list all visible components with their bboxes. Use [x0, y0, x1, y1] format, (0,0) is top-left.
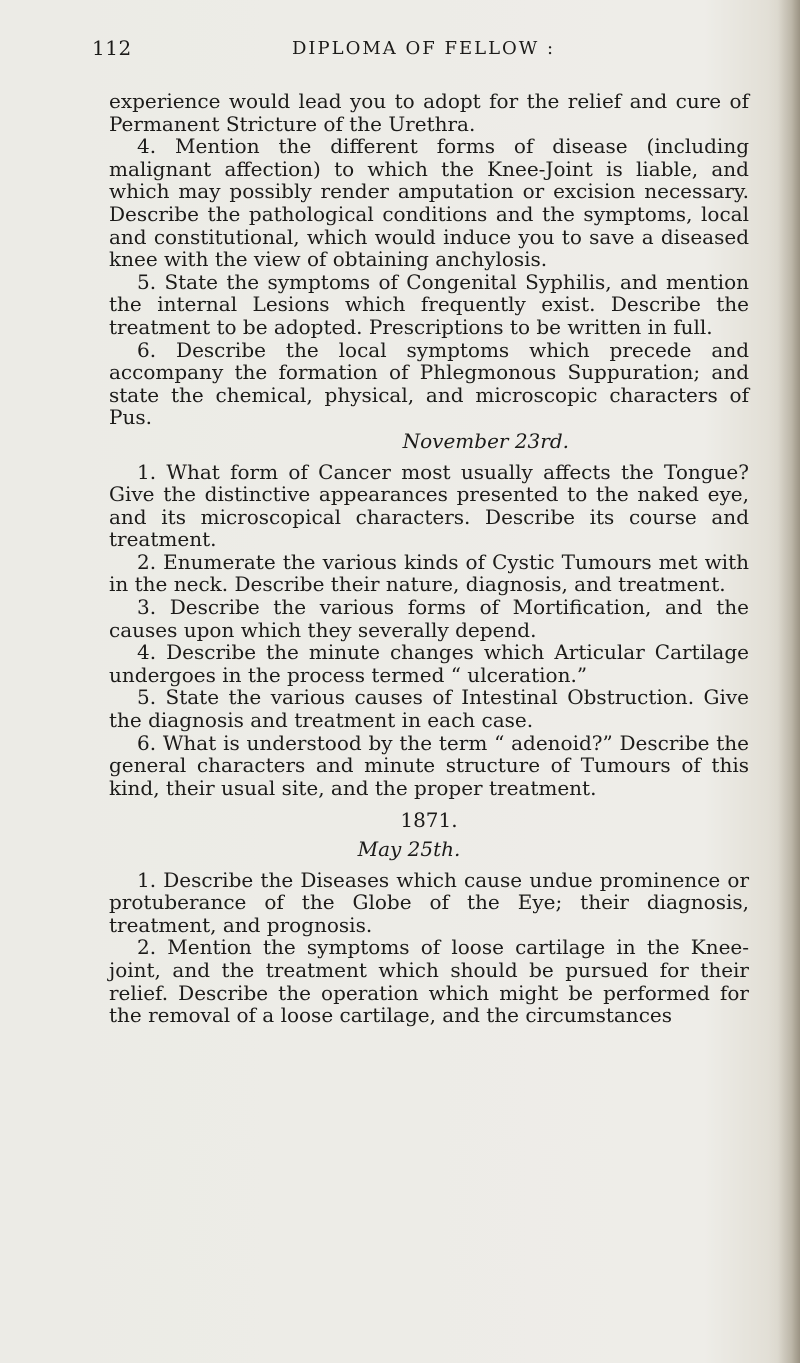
question: 1. Describe the Diseases which cause undue prominence or protuberance of the Globe of the Eye; their diagnosis, treatment, and prognosis. — [109, 867, 749, 937]
paragraph: 5. State the symptoms of Congenital Syphilis, and mention the internal Lesions which frequently exist. Describe the treatment to be adopted. Prescriptions to be written in full. — [109, 269, 749, 339]
question: 3. Describe the various forms of Mortification, and the causes upon which they severally depend. — [109, 595, 749, 642]
page-edge-shadow — [778, 0, 800, 1363]
question: 1. What form of Cancer most usually affects the Tongue? Give the distinctive appearances presented to the naked eye, and its microscopical characters. Describe its course and treatment. — [109, 459, 749, 552]
question: 2. Mention the symptoms of loose cartilage in the Knee-joint, and the treatment which should be pursued for their relief. Describe the operation which might be performed for the removal of a loose cartilage, and the circumstances — [109, 935, 749, 1028]
section-year: 1871. — [400, 808, 458, 833]
page-header — [92, 36, 742, 66]
question: 5. State the various causes of Intestinal Obstruction. Give the diagnosis and treatment in each case. — [109, 685, 749, 733]
section-date: November 23rd. — [402, 428, 569, 453]
page-number: 112 — [92, 36, 132, 60]
paragraph: experience would lead you to adopt for the relief and cure of Permanent Stricture of the Urethra. — [109, 89, 749, 136]
page-body — [109, 90, 749, 1027]
question: 6. What is understood by the term “ adenoid?” Describe the general characters and minute structure of Tumours of this kind, their usual site, and the proper treatment. — [109, 730, 749, 800]
question: 2. Enumerate the various kinds of Cystic Tumours met with in the neck. Describe their nature, diagnosis, and treatment. — [109, 549, 749, 597]
question: 4. Describe the minute changes which Articular Cartilage undergoes in the process termed “ ulceration.” — [109, 640, 749, 687]
section-date: May 25th. — [357, 837, 461, 861]
paragraph: 4. Mention the different forms of disease (including malignant affection) to which the Knee-Joint is liable, and which may possibly render amputation or excision necessary. Describe the pathological conditions and the symptoms, local and constitutional, which would induce you to save a diseased knee with the view of obtaining anchylosis. — [109, 134, 749, 272]
running-head: DIPLOMA OF FELLOW : — [292, 38, 556, 59]
paragraph: 6. Describe the local symptoms which precede and accompany the formation of Phlegmonous Suppuration; and state the chemical, physical, and microscopic characters of Pus. — [109, 337, 749, 430]
